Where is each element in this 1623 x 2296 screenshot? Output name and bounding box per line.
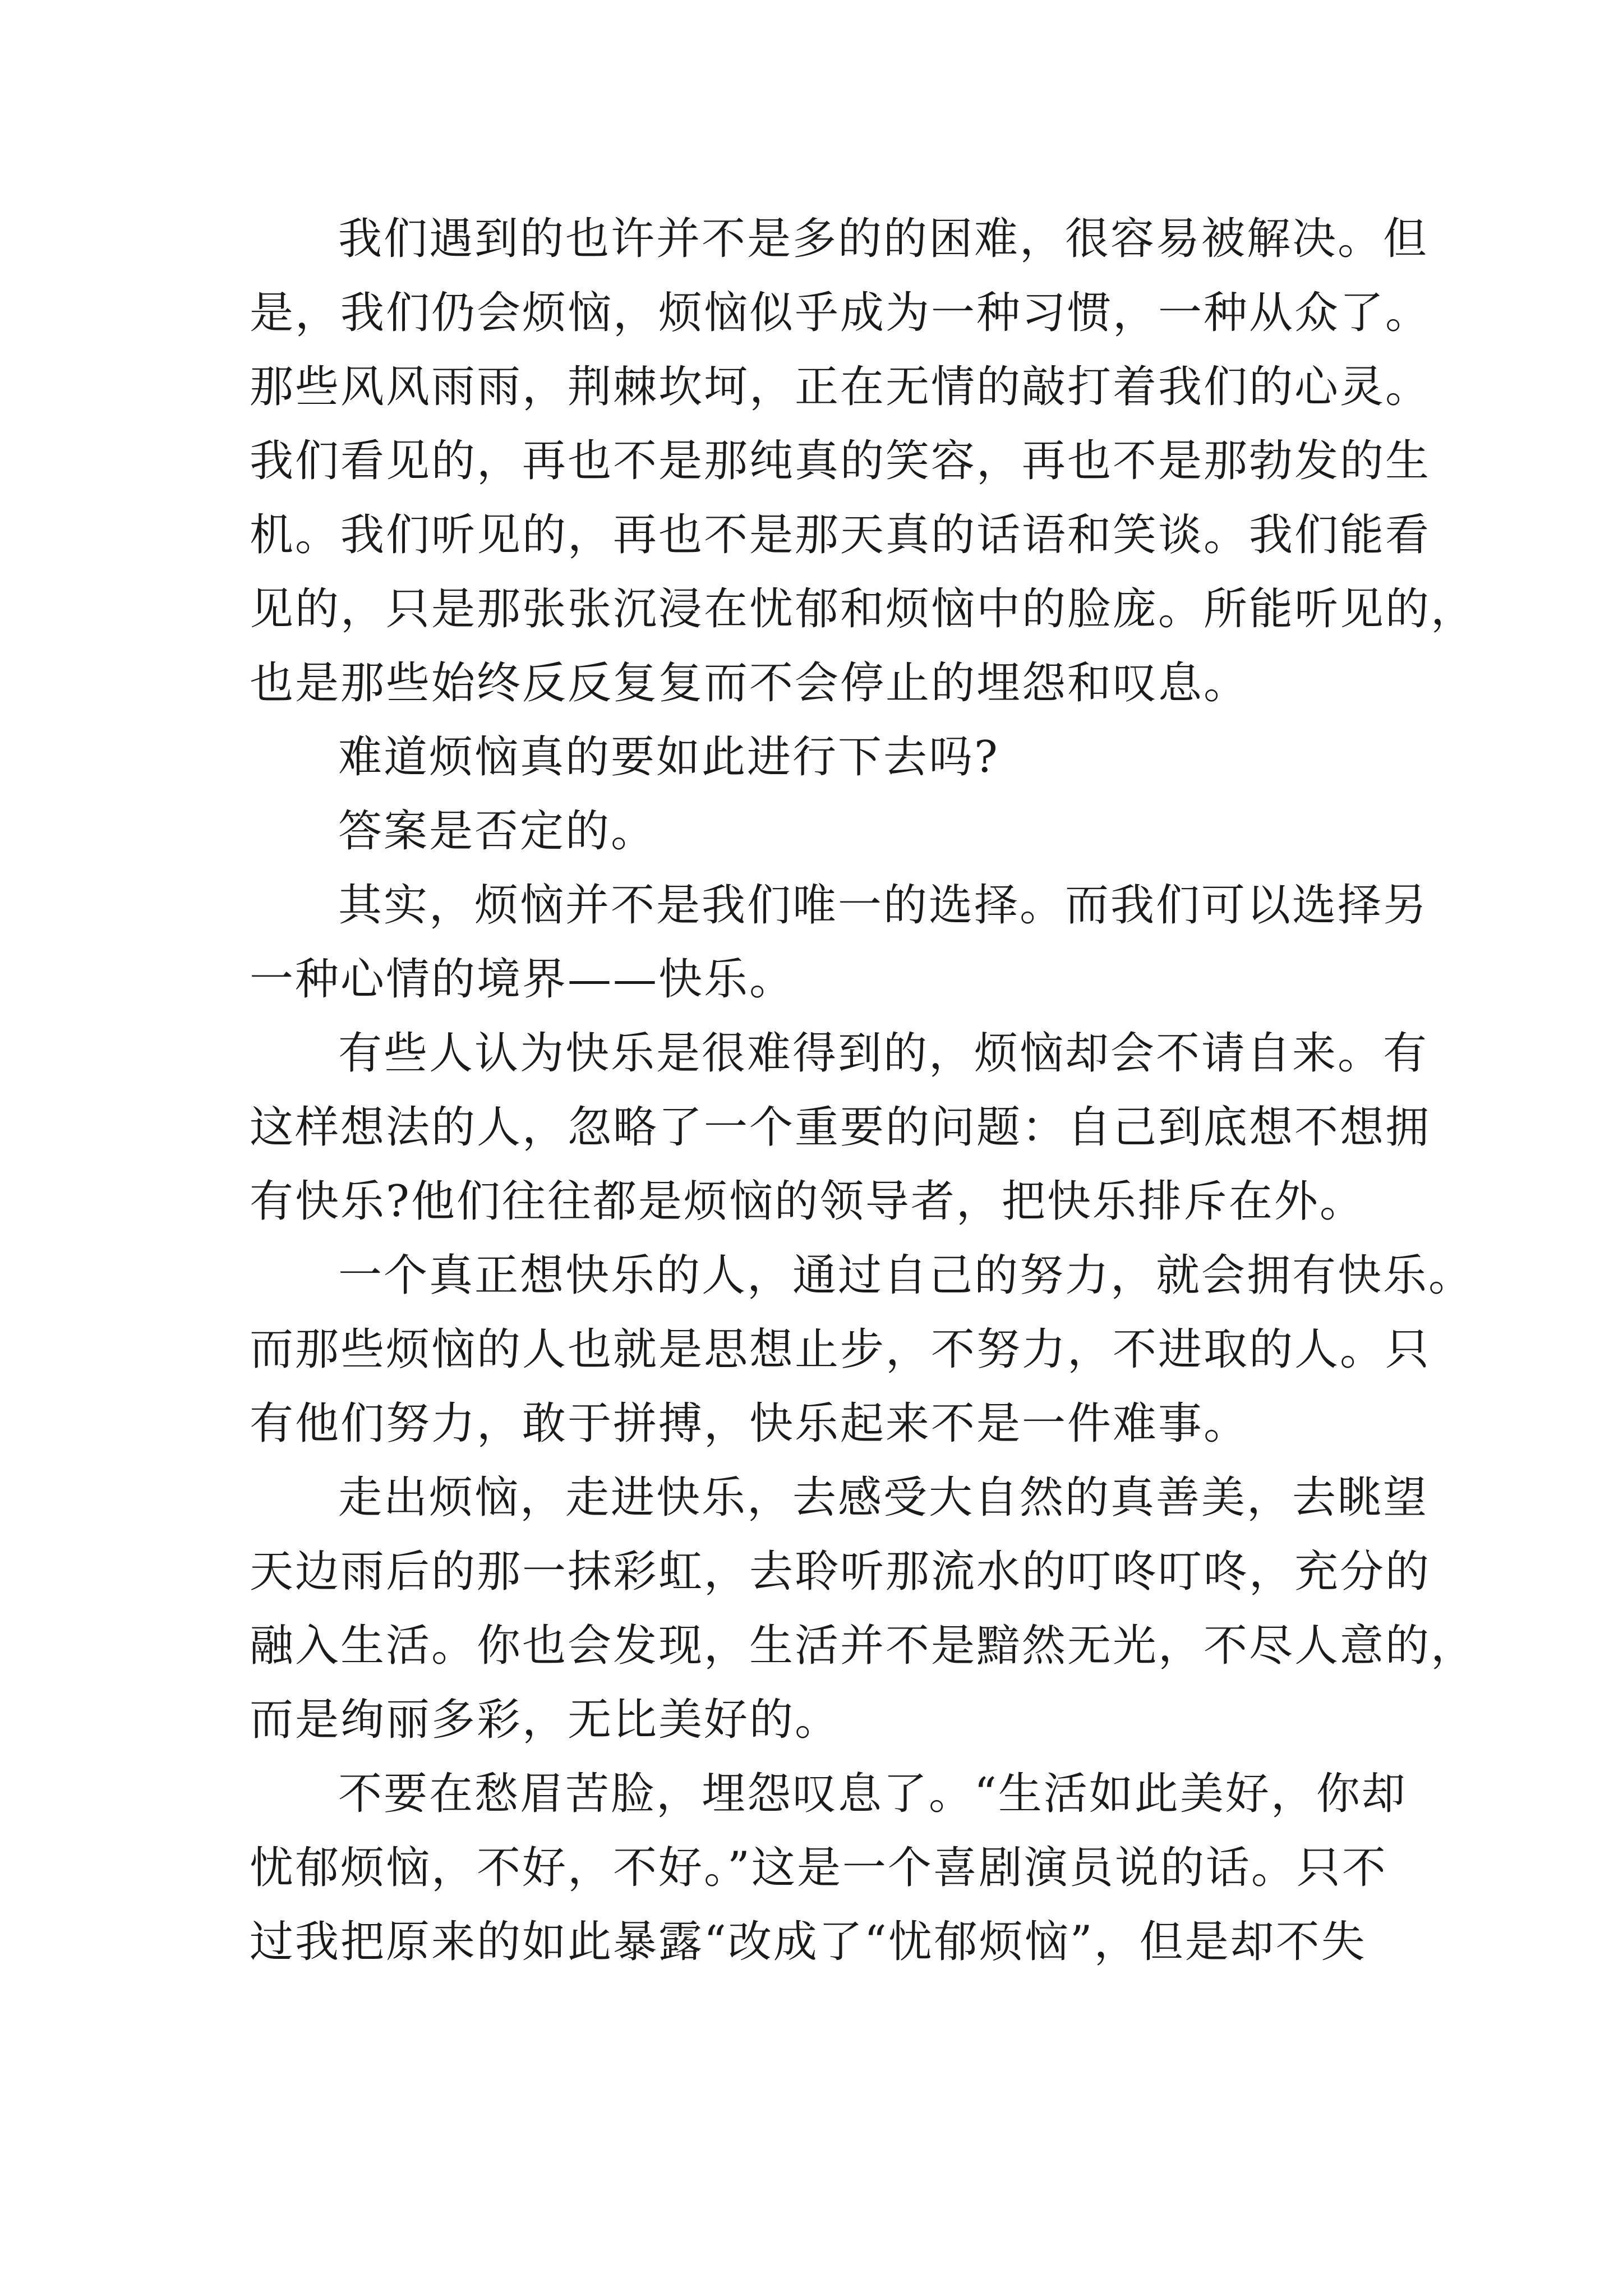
text-line: 那些风风雨雨，荆棘坎坷，正在无情的敲打着我们的心灵。 <box>250 362 1431 412</box>
text-line: 一个真正想快乐的人，通过自己的努力，就会拥有快乐。 <box>338 1250 1474 1301</box>
text-line: 天边雨后的那一抹彩虹，去聆听那流水的叮咚叮咚，充分的 <box>250 1547 1431 1597</box>
text-line: 而是绚丽多彩，无比美好的。 <box>250 1695 841 1745</box>
text-line: 有快乐?他们往往都是烦恼的领导者，把快乐排斥在外。 <box>250 1176 1365 1227</box>
text-line: 答案是否定的。 <box>338 806 657 857</box>
text-line: 难道烦恼真的要如此进行下去吗? <box>338 732 999 783</box>
text-line: 是，我们仍会烦恼，烦恼似乎成为一种习惯，一种从众了。 <box>250 288 1431 338</box>
text-line: 过我把原来的如此暴露“改成了“忧郁烦恼”，但是却不失 <box>250 1917 1367 1967</box>
text-line: 其实，烦恼并不是我们唯一的选择。而我们可以选择另 <box>338 880 1429 931</box>
text-line: 融入生活。你也会发现，生活并不是黯然无光，不尽人意的， <box>250 1621 1477 1671</box>
document-body <box>250 202 1477 1979</box>
text-line: 而那些烦恼的人也就是思想止步，不努力，不进取的人。只 <box>250 1324 1431 1375</box>
text-line: 走出烦恼，走进快乐，去感受大自然的真善美，去眺望 <box>338 1473 1429 1523</box>
text-line: 忧郁烦恼，不好，不好。”这是一个喜剧演员说的话。只不 <box>250 1843 1387 1893</box>
text-line: 有些人认为快乐是很难得到的，烦恼却会不请自来。有 <box>338 1028 1429 1079</box>
text-line: 不要在愁眉苦脸，埋怨叹息了。“生活如此美好，你却 <box>338 1769 1407 1819</box>
text-line: 这样想法的人，忽略了一个重要的问题：自己到底想不想拥 <box>250 1102 1431 1153</box>
text-line: 有他们努力，敢于拼搏，快乐起来不是一件难事。 <box>250 1398 1249 1449</box>
text-line: 我们遇到的也许并不是多的的困难，很容易被解决。但 <box>338 214 1429 264</box>
text-line: 见的，只是那张张沉浸在忧郁和烦恼中的脸庞。所能听见的， <box>250 584 1477 634</box>
text-line: 机。我们听见的，再也不是那天真的话语和笑谈。我们能看 <box>250 510 1431 560</box>
text-line: 一种心情的境界——快乐。 <box>250 954 795 1005</box>
text-line: 我们看见的，再也不是那纯真的笑容，再也不是那勃发的生 <box>250 436 1431 486</box>
text-line: 也是那些始终反反复复而不会停止的埋怨和叹息。 <box>250 658 1249 708</box>
